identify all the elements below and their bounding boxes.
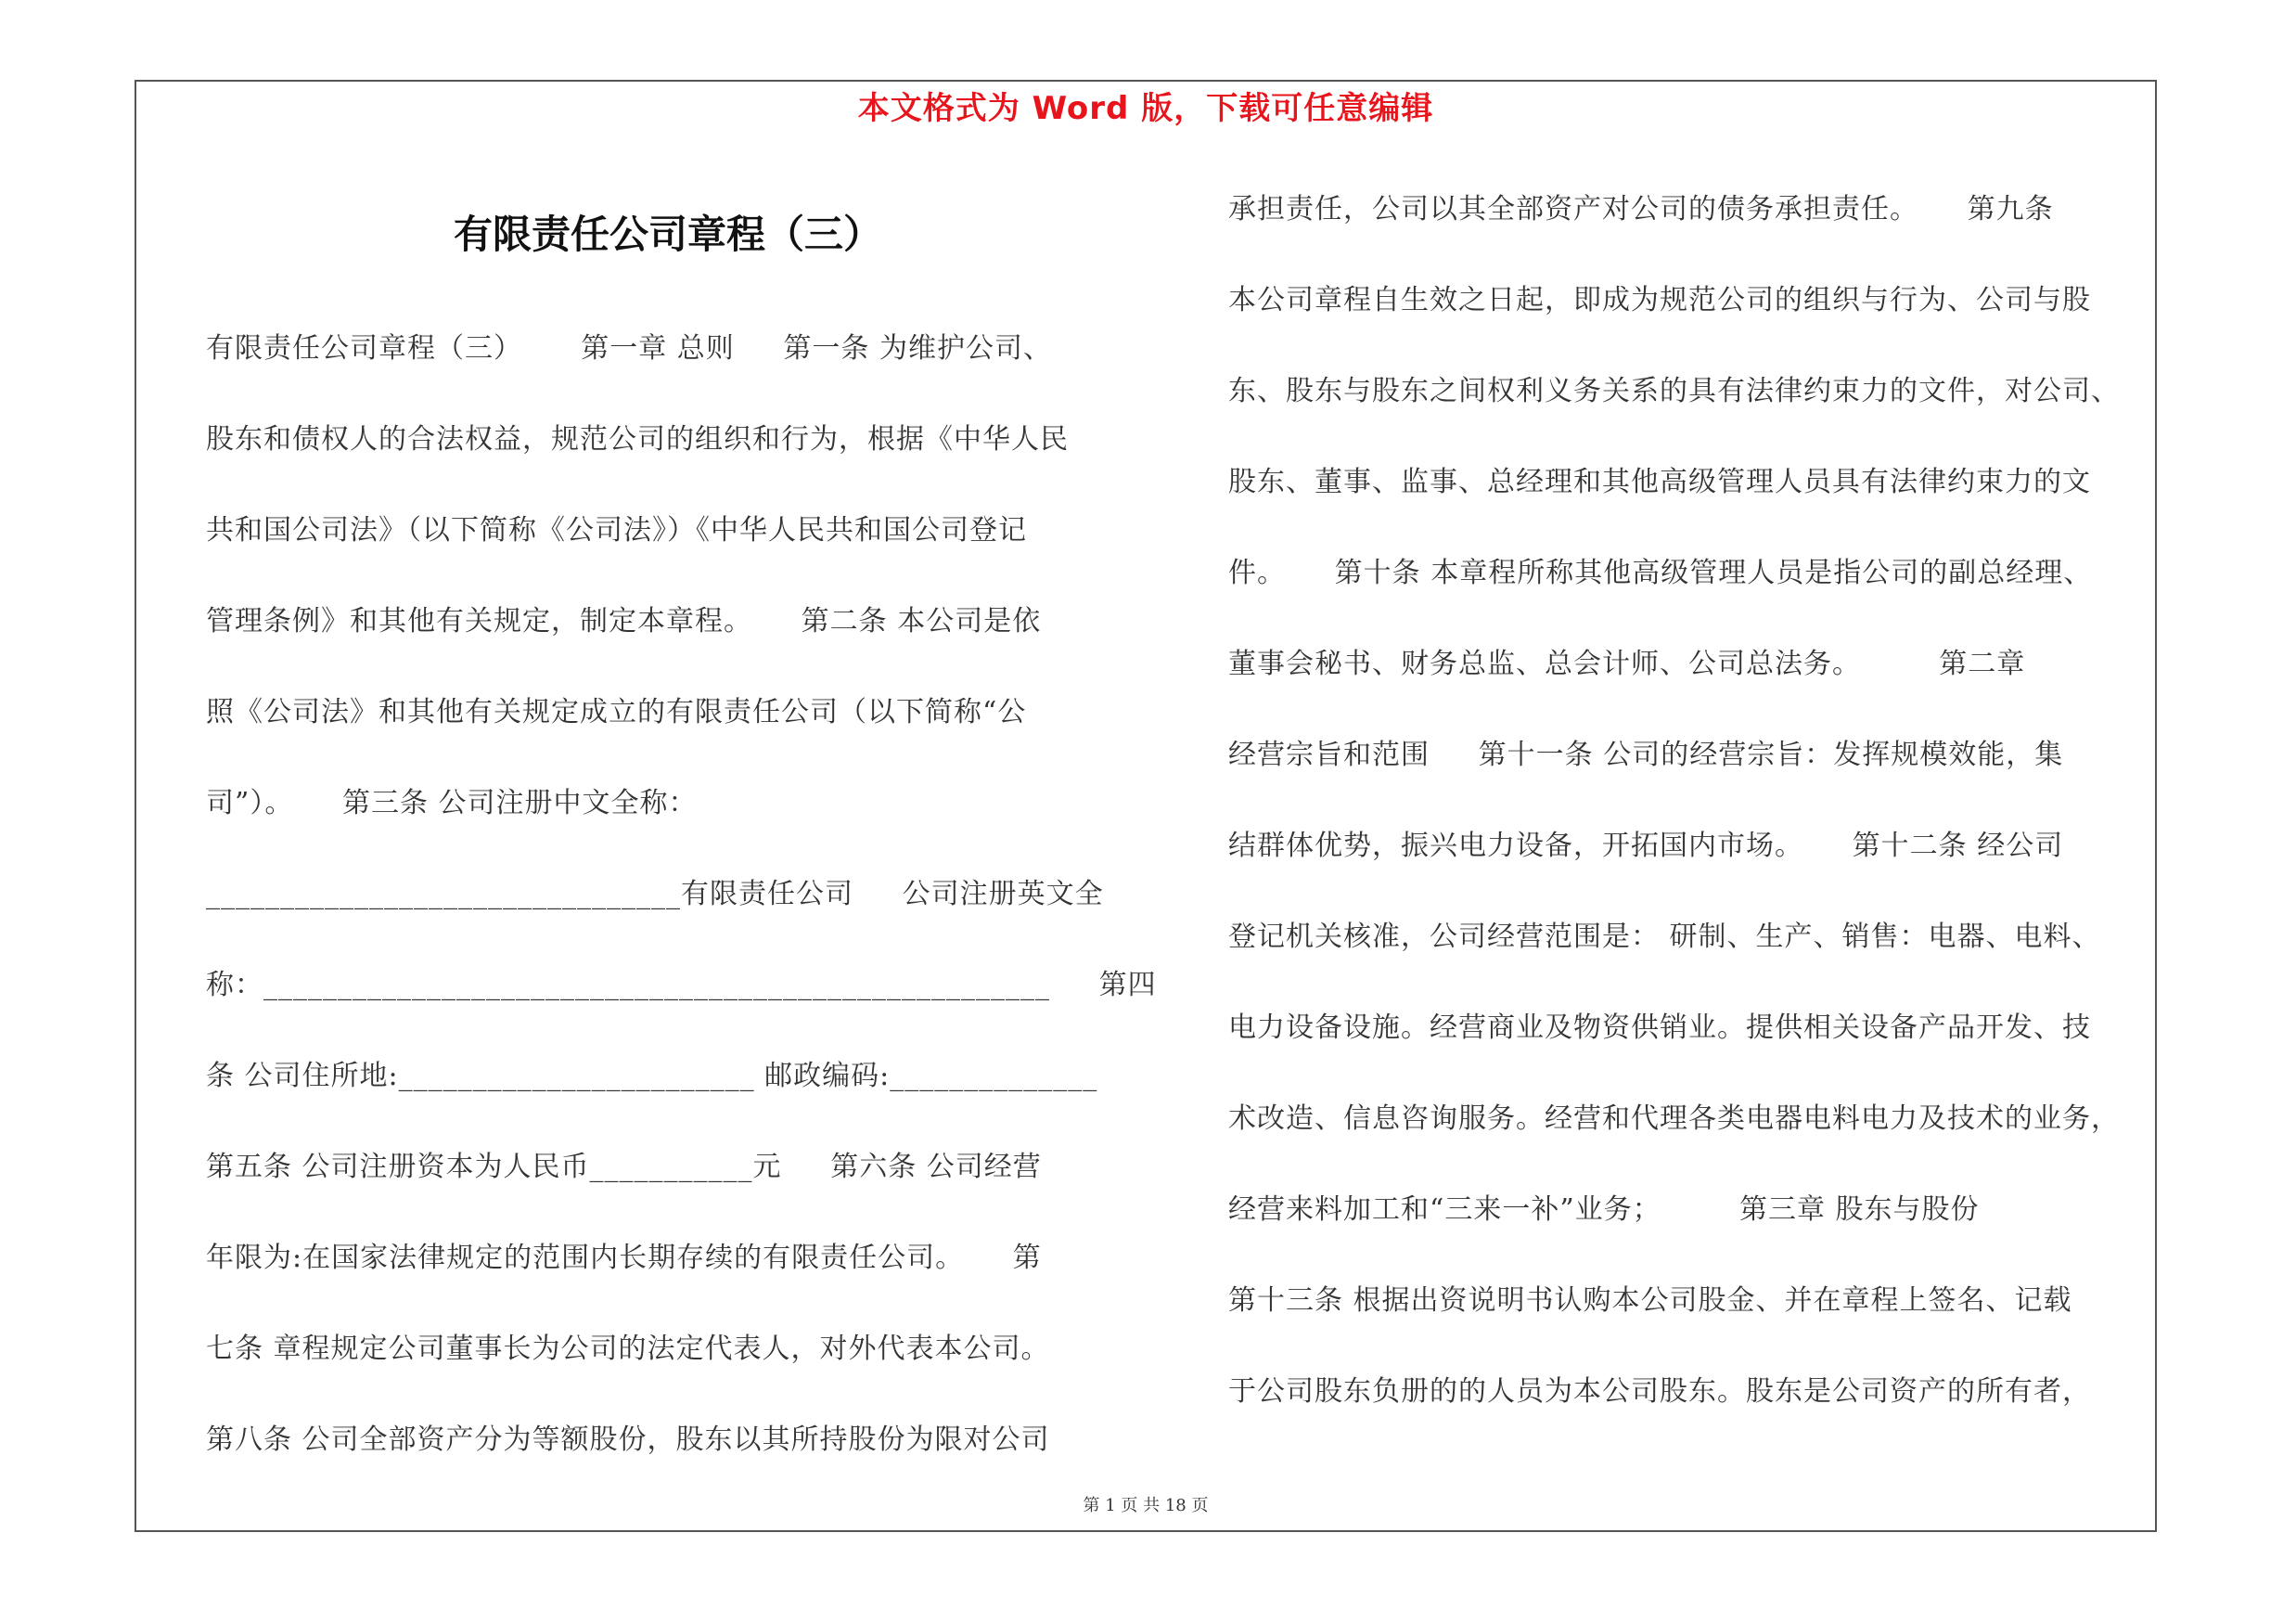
text-line: 东、股东与股东之间权利义务关系的具有法律约束力的文件，对公司、	[1228, 375, 2120, 407]
text-line: 第五条 公司注册资本为人民币___________元 第六条 公司经营	[206, 1151, 1042, 1183]
text-line: 条 公司住所地:________________________ 邮政编码:______________	[206, 1060, 1098, 1092]
text-line: 股东和债权人的合法权益，规范公司的组织和行为，根据《中华人民	[206, 423, 1069, 456]
text-line: 年限为:在国家法律规定的范围内长期存续的有限责任公司。 第	[206, 1242, 1042, 1274]
text-line: 本公司章程自生效之日起，即成为规范公司的组织与行为、公司与股	[1228, 284, 2091, 316]
text-line: 七条 章程规定公司董事长为公司的法定代表人，对外代表本公司。	[206, 1333, 1050, 1365]
text-line: 股东、董事、监事、总经理和其他高级管理人员具有法律约束力的文	[1228, 466, 2091, 498]
text-line: 术改造、信息咨询服务。经营和代理各类电器电料电力及技术的业务，	[1228, 1102, 2120, 1135]
text-line: 董事会秘书、财务总监、总会计师、公司总法务。 第二章	[1228, 648, 2026, 680]
document-title: 有限责任公司章程（三）	[453, 212, 882, 257]
text-line: 登记机关核准，公司经营范围是： 研制、生产、销售：电器、电料、	[1228, 921, 2101, 953]
text-line: 承担责任，公司以其全部资产对公司的债务承担责任。 第九条	[1228, 193, 2054, 225]
text-line: 管理条例》和其他有关规定，制定本章程。 第二条 本公司是依	[206, 605, 1042, 638]
page-number-footer: 第 1 页 共 18 页	[1083, 1496, 1209, 1515]
text-line: 结群体优势，振兴电力设备，开拓国内市场。 第十二条 经公司	[1228, 830, 2064, 862]
word-format-banner: 本文格式为 Word 版，下载可任意编辑	[857, 90, 1434, 127]
text-line: 于公司股东负册的的人员为本公司股东。股东是公司资产的所有者，	[1228, 1375, 2091, 1408]
right-text-column	[1228, 191, 2165, 1464]
text-line: 第十三条 根据出资说明书认购本公司股金、并在章程上签名、记载	[1228, 1284, 2072, 1317]
text-line: 经营来料加工和“三来一补”业务； 第三章 股东与股份	[1228, 1193, 1980, 1226]
text-line: 件。 第十条 本章程所称其他高级管理人员是指公司的副总经理、	[1228, 557, 2093, 589]
text-line: 第八条 公司全部资产分为等额股份，股东以其所持股份为限对公司	[206, 1423, 1050, 1456]
text-line: 电力设备设施。经营商业及物资供销业。提供相关设备产品开发、技	[1228, 1011, 2091, 1044]
text-line: 照《公司法》和其他有关规定成立的有限责任公司（以下简称“公	[206, 696, 1027, 728]
text-line: ________________________________有限责任公司 公司注册英文全	[206, 878, 1104, 910]
text-line: 司”）。 第三条 公司注册中文全称：	[206, 787, 698, 819]
text-line: 有限责任公司章程（三） 第一章 总则 第一条 为维护公司、	[206, 332, 1052, 365]
text-line: 经营宗旨和范围 第十一条 公司的经营宗旨：发挥规模效能，集	[1228, 739, 2064, 771]
text-line: 称：_____________________________________________________ 第四	[206, 969, 1157, 1001]
text-line: 共和国公司法》（以下简称《公司法》）《中华人民共和国公司登记	[206, 514, 1027, 547]
